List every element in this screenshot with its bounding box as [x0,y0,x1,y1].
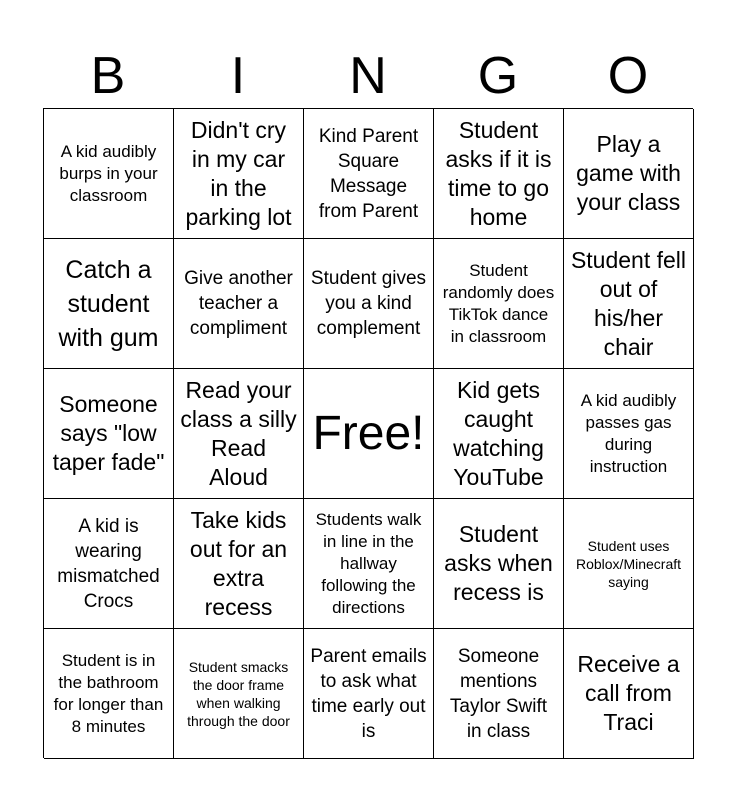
bingo-cell-g1[interactable]: Student asks if it is time to go home [434,109,564,239]
bingo-cell-b3[interactable]: Someone says "low taper fade" [44,369,174,499]
bingo-cell-o5[interactable]: Receive a call from Traci [564,629,694,759]
bingo-cell-n1[interactable]: Kind Parent Square Message from Parent [304,109,434,239]
bingo-cell-n5[interactable]: Parent emails to ask what time early out is [304,629,434,759]
bingo-cell-g5[interactable]: Someone mentions Taylor Swift in class [434,629,564,759]
bingo-cell-o3[interactable]: A kid audibly passes gas during instruction [564,369,694,499]
bingo-board [43,108,693,758]
bingo-cell-b2[interactable]: Catch a student with gum [44,239,174,369]
bingo-cell-i2[interactable]: Give another teacher a compliment [174,239,304,369]
bingo-cell-b4[interactable]: A kid is wearing mismatched Crocs [44,499,174,629]
bingo-header [43,46,693,106]
header-letter-n: N [349,47,387,105]
bingo-cell-o2[interactable]: Student fell out of his/her chair [564,239,694,369]
bingo-cell-n4[interactable]: Students walk in line in the hallway following the directions [304,499,434,629]
bingo-cell-i5[interactable]: Student smacks the door frame when walking through the door [174,629,304,759]
header-letter-i: I [230,47,246,105]
bingo-cell-n2[interactable]: Student gives you a kind complement [304,239,434,369]
header-letter-b: B [90,47,126,105]
bingo-cell-b5[interactable]: Student is in the bathroom for longer than 8 minutes [44,629,174,759]
bingo-cell-i3[interactable]: Read your class a silly Read Aloud [174,369,304,499]
bingo-cell-b1[interactable]: A kid audibly burps in your classroom [44,109,174,239]
bingo-cell-free-space[interactable]: Free! [304,369,434,499]
bingo-cell-g3[interactable]: Kid gets caught watching YouTube [434,369,564,499]
bingo-cell-g2[interactable]: Student randomly does TikTok dance in classroom [434,239,564,369]
bingo-cell-i4[interactable]: Take kids out for an extra recess [174,499,304,629]
bingo-cell-o1[interactable]: Play a game with your class [564,109,694,239]
header-letter-g: G [477,47,519,105]
header-letter-o: O [607,47,649,105]
bingo-cell-i1[interactable]: Didn't cry in my car in the parking lot [174,109,304,239]
bingo-cell-g4[interactable]: Student asks when recess is [434,499,564,629]
bingo-cell-o4[interactable]: Student uses Roblox/Minecraft saying [564,499,694,629]
